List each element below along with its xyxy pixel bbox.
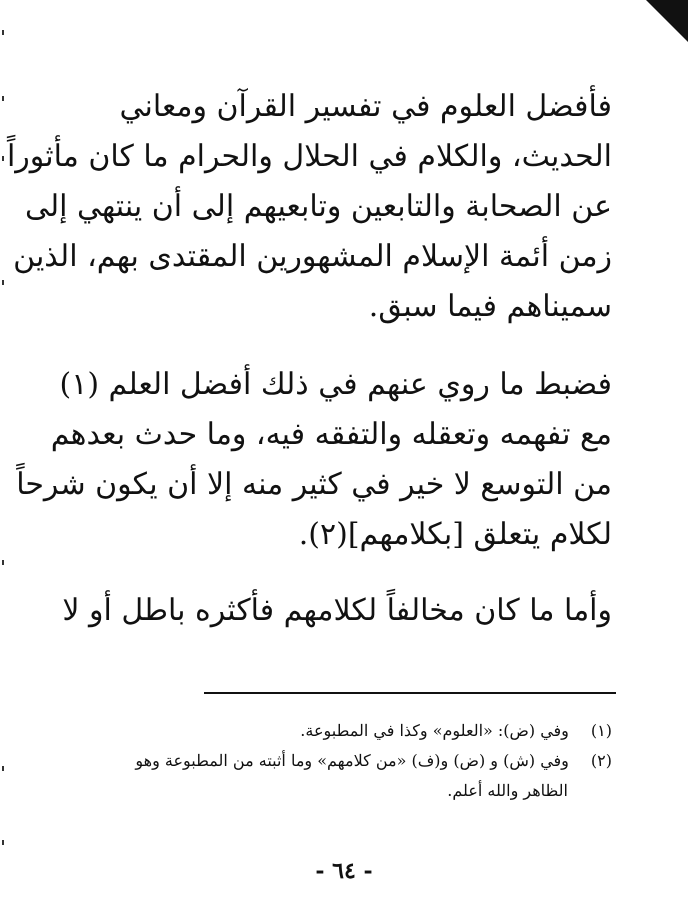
footnote-2	[100, 746, 612, 776]
paragraph-2	[16, 360, 612, 560]
text-line: من التوسع لا خير في كثير منه إلا أن يكون شرحاً	[16, 467, 612, 502]
footnote-1	[100, 716, 612, 746]
corner-triangle-mark	[646, 0, 688, 42]
scan-edge-mark	[2, 560, 4, 565]
text-line: فضبط ما روي عنهم في ذلك أفضل العلم (١)	[59, 367, 612, 402]
footnote-text: وفي (ض): «العلوم» وكذا في المطبوعة.	[300, 721, 569, 740]
page-number: - ٦٤ -	[315, 858, 373, 884]
footnote-number: (٢)	[590, 751, 612, 770]
text-line: لكلام يتعلق [بكلامهم](٢).	[298, 517, 612, 552]
text-line: وأما ما كان مخالفاً لكلامهم فأكثره باطل أو لا	[62, 593, 612, 628]
scan-edge-mark	[2, 840, 4, 845]
scan-edge-mark	[2, 280, 4, 285]
scan-edge-mark	[2, 30, 4, 35]
footnote-separator	[204, 692, 616, 694]
footnote-text: وفي (ش) و (ض) و(ف) «من كلامهم» وما أثبته من المطبوعة وهو	[135, 751, 569, 770]
scan-edge-mark	[2, 96, 4, 101]
text-line: مع تفهمه وتعقله والتفقه فيه، وما حدث بعدهم	[50, 417, 612, 452]
text-line: الحديث، والكلام في الحلال والحرام ما كان مأثوراً	[6, 139, 612, 174]
scan-edge-mark	[2, 156, 4, 161]
text-line: سميناهم فيما سبق.	[368, 289, 612, 324]
scan-edge-mark	[2, 766, 4, 771]
text-line: فأفضل العلوم في تفسير القرآن ومعاني	[119, 89, 612, 124]
page-body	[6, 82, 612, 636]
footnote-2-continuation: الظاهر والله أعلم.	[447, 781, 568, 800]
text-line: عن الصحابة والتابعين وتابعيهم إلى أن ينتهي إلى	[24, 189, 612, 224]
footnotes	[100, 716, 612, 806]
text-line: زمن أئمة الإسلام المشهورين المقتدى بهم، الذين	[13, 239, 612, 274]
footnote-number: (١)	[590, 721, 612, 740]
paragraph-1	[6, 82, 612, 332]
paragraph-3	[62, 586, 612, 636]
